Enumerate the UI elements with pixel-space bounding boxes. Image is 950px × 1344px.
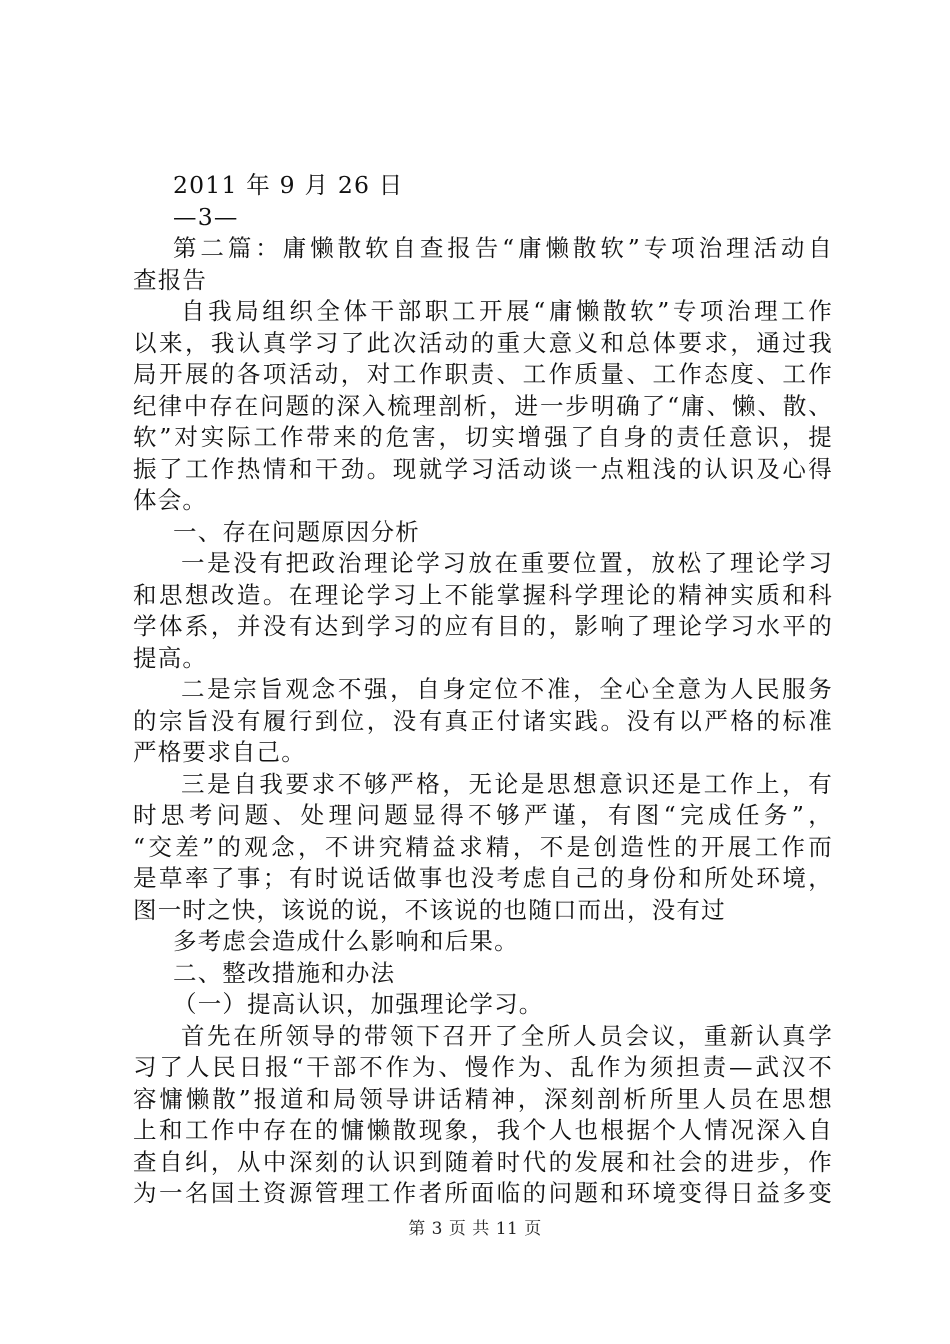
intro-line-3: 局开展的各项活动，对工作职责、工作质量、工作态度、工作 — [133, 360, 833, 388]
document-body — [133, 170, 833, 1210]
measure1-line-2: 习了人民日报“干部不作为、慢作为、乱作为须担责—武汉不 — [133, 1053, 833, 1081]
measure1-line-6: 为一名国土资源管理工作者所面临的问题和环境变得日益多变 — [133, 1179, 833, 1207]
measure1-line-3: 容慵懒散”报道和局领导讲话精神，深刻剖析所里人员在思想 — [133, 1084, 833, 1113]
measure1-line-1: 首先在所领导的带领下召开了全所人员会议，重新认真学 — [181, 1021, 833, 1050]
intro-line-2: 以来，我认真学习了此次活动的重大意义和总体要求，通过我 — [133, 328, 833, 357]
point2-line-1: 二是宗旨观念不强，自身定位不准，全心全意为人民服务 — [181, 675, 833, 703]
intro-line-6: 振了工作热情和干劲。现就学习活动谈一点粗浅的认识及心得 — [133, 454, 833, 483]
intro-line-4: 纪律中存在问题的深入梳理剖析，进一步明确了“庸、懒、散、 — [133, 391, 833, 420]
point2-line-2: 的宗旨没有履行到位，没有真正付诸实践。没有以严格的标准 — [133, 706, 833, 735]
point3-line-2: 时思考问题、处理问题显得不够严谨，有图“完成任务”， — [133, 801, 833, 829]
point3-continuation: 多考虑会造成什么影响和后果。 — [173, 927, 519, 955]
section-title-line-2: 查报告 — [133, 265, 208, 294]
page-marker: —3— — [173, 202, 239, 231]
section-heading-1: 一、存在问题原因分析 — [173, 517, 420, 546]
measure1-line-4: 上和工作中存在的慵懒散现象，我个人也根据个人情况深入自 — [133, 1116, 833, 1144]
intro-line-1: 自我局组织全体干部职工开展“庸懒散软”专项治理工作 — [181, 297, 833, 325]
point3-line-4: 是草率了事；有时说话做事也没考虑自己的身份和所处环境， — [133, 864, 833, 892]
point2-line-3: 严格要求自己。 — [133, 738, 306, 766]
date-line: 2011 年 9 月 26 日 — [173, 171, 404, 199]
point1-line-2: 和思想改造。在理论学习上不能掌握科学理论的精神实质和科 — [133, 580, 833, 609]
point1-line-3: 学体系，并没有达到学习的应有目的，影响了理论学习水平的 — [133, 612, 833, 640]
point3-line-5: 图一时之快，该说的说，不该说的也随口而出，没有过 — [133, 895, 726, 924]
intro-line-7: 体会。 — [133, 486, 208, 514]
point1-line-1: 一是没有把政治理论学习放在重要位置，放松了理论学习 — [181, 549, 833, 577]
subsection-heading-1: （一）提高认识，加强理论学习。 — [173, 990, 544, 1018]
point3-line-3: “交差”的观念，不讲究精益求精，不是创造性的开展工作而 — [133, 832, 833, 861]
point3-line-1: 三是自我要求不够严格，无论是思想意识还是工作上，有 — [181, 769, 833, 798]
section-heading-2: 二、整改措施和办法 — [173, 958, 396, 987]
point1-line-4: 提高。 — [133, 643, 208, 672]
measure1-line-5: 查自纠，从中深刻的认识到随着时代的发展和社会的进步，作 — [133, 1147, 833, 1176]
page-footer: 第 3 页 共 11 页 — [408, 1219, 542, 1239]
intro-line-5: 软”对实际工作带来的危害，切实增强了自身的责任意识，提 — [133, 423, 833, 451]
section-title-line-1: 第二篇：庸懒散软自查报告“庸懒散软”专项治理活动自 — [173, 234, 833, 262]
